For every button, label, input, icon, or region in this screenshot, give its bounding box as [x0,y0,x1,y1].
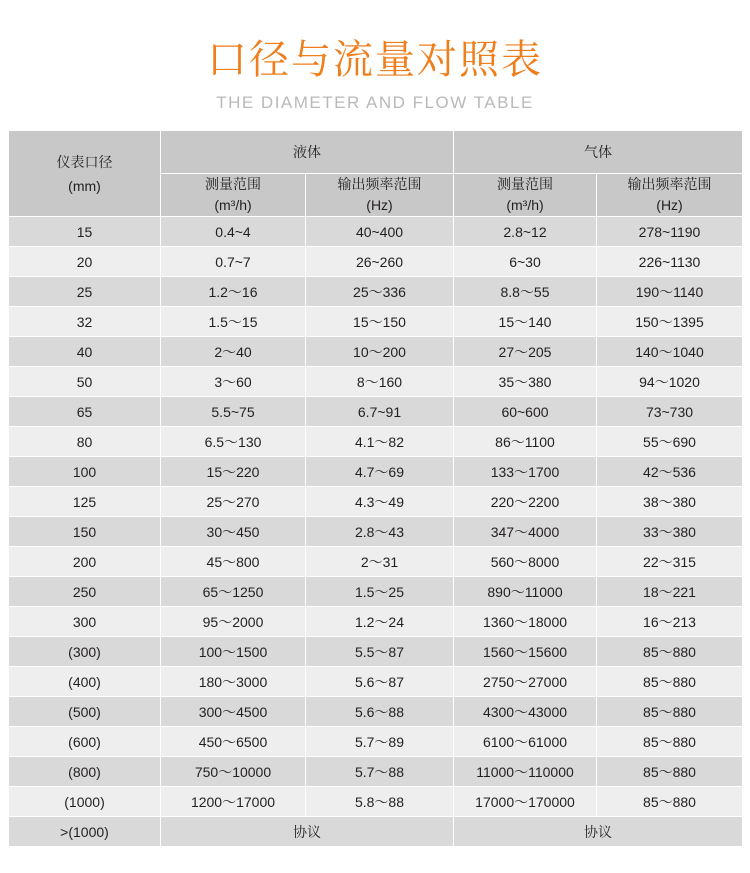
cell-gas-frequency: 85～880 [597,697,743,727]
cell-liquid-frequency: 4.7～69 [306,457,454,487]
cell-liquid-range: 1200～17000 [161,787,306,817]
cell-diameter: 80 [9,427,161,457]
cell-diameter: (300) [9,637,161,667]
table-row [9,487,743,517]
cell-gas-frequency: 85～880 [597,667,743,697]
cell-gas-range: 2.8~12 [454,217,597,247]
cell-gas-frequency: 85～880 [597,757,743,787]
cell-diameter: 250 [9,577,161,607]
table-row [9,547,743,577]
cell-gas-frequency: 85～880 [597,637,743,667]
cell-gas-frequency: 42～536 [597,457,743,487]
cell-liquid-range: 180～3000 [161,667,306,697]
cell-liquid-range: 0.4~4 [161,217,306,247]
table-row [9,307,743,337]
table-row [9,667,743,697]
cell-gas-frequency: 18～221 [597,577,743,607]
cell-diameter: 20 [9,247,161,277]
cell-liquid-frequency: 5.6～88 [306,697,454,727]
cell-gas-frequency: 22～315 [597,547,743,577]
cell-gas-range: 1560～15600 [454,637,597,667]
cell-diameter: 125 [9,487,161,517]
cell-gas-frequency: 33～380 [597,517,743,547]
cell-diameter: >(1000) [9,817,161,847]
cell-gas-frequency: 150～1395 [597,307,743,337]
cell-liquid-range: 750～10000 [161,757,306,787]
cell-liquid-frequency: 5.5～87 [306,637,454,667]
cell-diameter: (600) [9,727,161,757]
cell-gas-frequency: 85～880 [597,727,743,757]
table-row [9,367,743,397]
table-row [9,787,743,817]
header-diameter: 仪表口径 (mm) [9,131,161,217]
table-row [9,727,743,757]
cell-gas-agreement: 协议 [454,817,743,847]
cell-liquid-frequency: 1.5～25 [306,577,454,607]
cell-liquid-frequency: 2.8～43 [306,517,454,547]
table-head [9,131,743,217]
cell-gas-frequency: 190～1140 [597,277,743,307]
cell-liquid-frequency: 4.1～82 [306,427,454,457]
table-row [9,217,743,247]
table-row [9,247,743,277]
cell-gas-range: 133～1700 [454,457,597,487]
cell-liquid-range: 15～220 [161,457,306,487]
cell-gas-range: 86～1100 [454,427,597,457]
table-row [9,457,743,487]
title-block [0,0,750,118]
cell-diameter: 200 [9,547,161,577]
header-gas-range: 测量范围 (m³/h) [454,174,597,217]
cell-gas-frequency: 140～1040 [597,337,743,367]
header-liquid-frequency: 输出频率范围 (Hz) [306,174,454,217]
diameter-flow-table [8,130,743,847]
cell-diameter: 25 [9,277,161,307]
cell-gas-range: 220～2200 [454,487,597,517]
cell-diameter: (1000) [9,787,161,817]
cell-diameter: 100 [9,457,161,487]
cell-liquid-range: 100～1500 [161,637,306,667]
table-row [9,577,743,607]
cell-gas-range: 4300～43000 [454,697,597,727]
cell-liquid-frequency: 1.2～24 [306,607,454,637]
table-row [9,697,743,727]
cell-gas-range: 890～11000 [454,577,597,607]
table-row [9,337,743,367]
cell-liquid-frequency: 5.6～87 [306,667,454,697]
cell-liquid-range: 95～2000 [161,607,306,637]
cell-liquid-frequency: 40~400 [306,217,454,247]
cell-liquid-range: 300～4500 [161,697,306,727]
cell-gas-frequency: 38～380 [597,487,743,517]
cell-gas-frequency: 94～1020 [597,367,743,397]
cell-liquid-range: 450～6500 [161,727,306,757]
cell-liquid-range: 1.5～15 [161,307,306,337]
cell-gas-range: 27～205 [454,337,597,367]
cell-liquid-range: 25～270 [161,487,306,517]
cell-liquid-frequency: 6.7~91 [306,397,454,427]
cell-liquid-agreement: 协议 [161,817,454,847]
cell-liquid-frequency: 8～160 [306,367,454,397]
table-row-last [9,817,743,847]
cell-gas-range: 6~30 [454,247,597,277]
cell-liquid-range: 3～60 [161,367,306,397]
table-row [9,637,743,667]
cell-liquid-range: 6.5～130 [161,427,306,457]
cell-diameter: 32 [9,307,161,337]
cell-liquid-frequency: 2～31 [306,547,454,577]
table-row [9,427,743,457]
header-group-gas: 气体 [454,131,743,174]
cell-gas-frequency: 278~1190 [597,217,743,247]
cell-diameter: (500) [9,697,161,727]
table-wrapper [0,118,750,847]
cell-liquid-range: 65～1250 [161,577,306,607]
cell-liquid-range: 45～800 [161,547,306,577]
cell-diameter: 65 [9,397,161,427]
cell-liquid-range: 5.5~75 [161,397,306,427]
cell-liquid-frequency: 25～336 [306,277,454,307]
table-row [9,397,743,427]
cell-liquid-range: 30～450 [161,517,306,547]
cell-gas-range: 8.8～55 [454,277,597,307]
page-subtitle: THE DIAMETER AND FLOW TABLE [216,93,534,112]
table-body [9,217,743,847]
cell-gas-range: 15～140 [454,307,597,337]
cell-gas-frequency: 55～690 [597,427,743,457]
cell-gas-frequency: 73~730 [597,397,743,427]
page-title: 口径与流量对照表 [207,38,543,82]
cell-gas-range: 11000～110000 [454,757,597,787]
cell-gas-range: 6100～61000 [454,727,597,757]
cell-liquid-frequency: 5.7～88 [306,757,454,787]
cell-liquid-frequency: 5.7～89 [306,727,454,757]
cell-liquid-frequency: 10～200 [306,337,454,367]
cell-liquid-range: 1.2～16 [161,277,306,307]
table-row [9,607,743,637]
header-group-liquid: 液体 [161,131,454,174]
table-row [9,757,743,787]
cell-gas-range: 347～4000 [454,517,597,547]
cell-gas-range: 60~600 [454,397,597,427]
cell-liquid-frequency: 5.8～88 [306,787,454,817]
cell-liquid-frequency: 26~260 [306,247,454,277]
cell-diameter: 40 [9,337,161,367]
table-row [9,277,743,307]
cell-gas-range: 1360～18000 [454,607,597,637]
cell-diameter: (800) [9,757,161,787]
cell-liquid-range: 0.7~7 [161,247,306,277]
cell-gas-frequency: 16～213 [597,607,743,637]
cell-diameter: (400) [9,667,161,697]
cell-gas-range: 2750～27000 [454,667,597,697]
cell-diameter: 15 [9,217,161,247]
cell-gas-range: 17000～170000 [454,787,597,817]
cell-gas-frequency: 226~1130 [597,247,743,277]
table-header-row-groups [9,131,743,174]
cell-diameter: 50 [9,367,161,397]
cell-diameter: 300 [9,607,161,637]
cell-gas-range: 35～380 [454,367,597,397]
cell-gas-range: 560～8000 [454,547,597,577]
cell-diameter: 150 [9,517,161,547]
cell-liquid-frequency: 4.3～49 [306,487,454,517]
cell-gas-frequency: 85～880 [597,787,743,817]
cell-liquid-range: 2～40 [161,337,306,367]
header-gas-frequency: 输出频率范围 (Hz) [597,174,743,217]
header-liquid-range: 测量范围 (m³/h) [161,174,306,217]
table-row [9,517,743,547]
cell-liquid-frequency: 15～150 [306,307,454,337]
